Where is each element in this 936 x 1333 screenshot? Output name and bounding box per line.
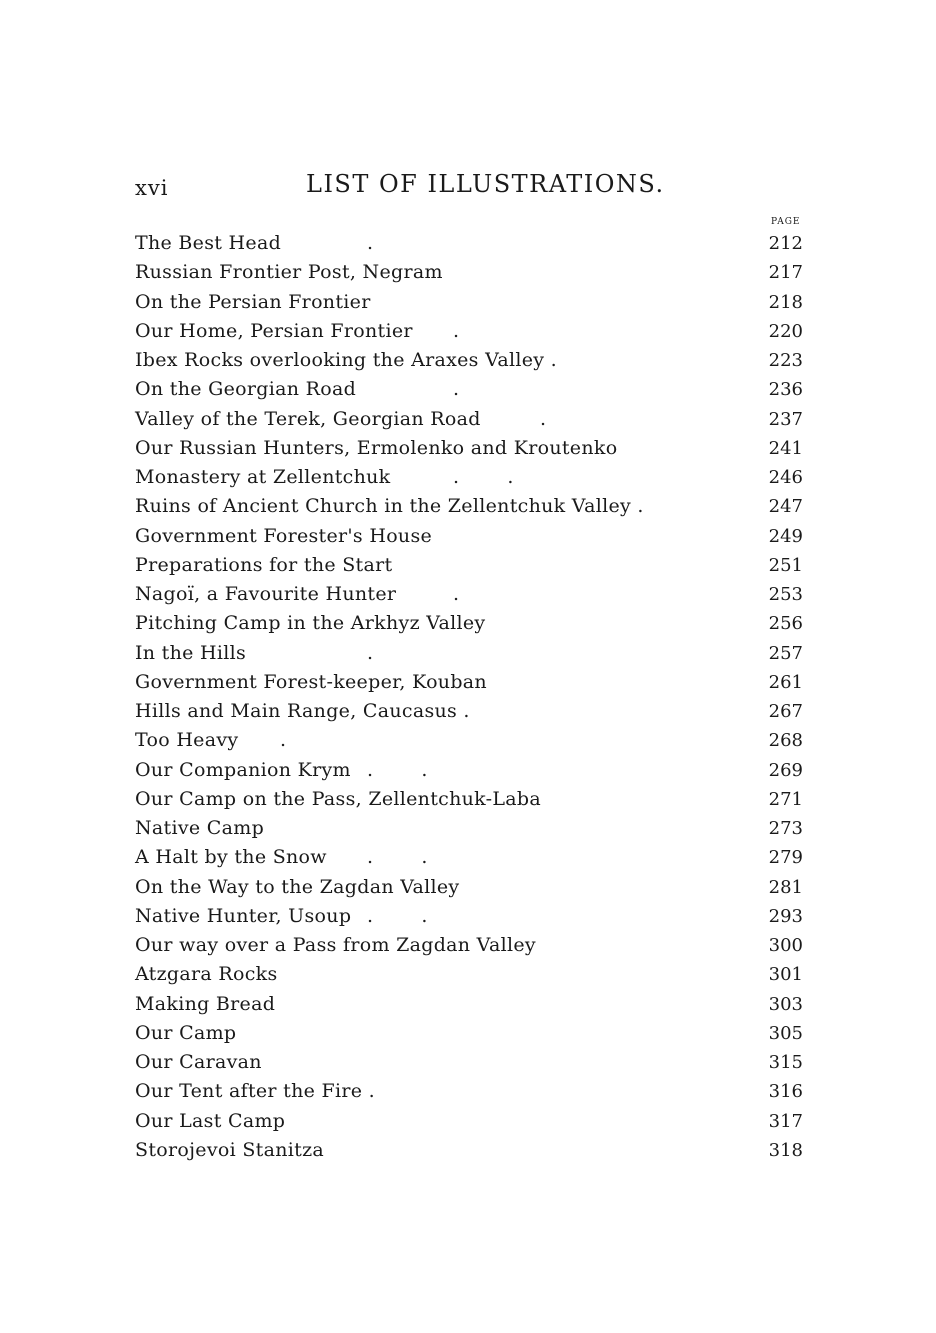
entry-title: The Best Head [135,232,282,254]
page-title: LIST OF ILLUSTRATIONS. [306,170,665,198]
entry-page-number: 293 [768,906,803,927]
entry-page-number: 257 [768,643,803,664]
entry-page-number: 246 [768,467,803,488]
list-item [135,843,803,872]
entry-title: Storojevoi Stanitza [135,1139,325,1161]
entry-title: Pitching Camp in the Arkhyz Valley [135,612,486,634]
entry-title: Hills and Main Range, Caucasus . [135,700,470,722]
entry-page-number: 318 [768,1140,803,1161]
entry-page-number: 217 [768,262,803,283]
entry-page-number: 256 [768,613,803,634]
list-item [135,551,803,580]
entry-leader-dots: . [453,320,460,342]
entry-title: On the Way to the Zagdan Valley [135,876,460,898]
list-item [135,1136,803,1165]
list-item [135,405,803,434]
list-item [135,639,803,668]
entry-title: Our Companion Krym [135,759,351,781]
list-item [135,346,803,375]
entry-page-number: 220 [768,321,803,342]
entry-title: Ruins of Ancient Church in the Zellentchuk Valley . [135,495,644,517]
list-item [135,1019,803,1048]
entry-title: Government Forester's House [135,525,433,547]
entry-leader-dots: . [453,583,460,605]
entry-leader-dots: . . [367,759,428,781]
list-item [135,814,803,843]
list-item [135,258,803,287]
entry-leader-dots: . . [367,905,428,927]
entry-title: On the Persian Frontier [135,291,371,313]
list-item [135,317,803,346]
entry-title: Atzgara Rocks [135,963,278,985]
page-number: xvi [135,176,169,200]
entry-page-number: 281 [768,877,803,898]
entry-page-number: 279 [768,847,803,868]
list-item [135,580,803,609]
entry-page-number: 300 [768,935,803,956]
list-item [135,990,803,1019]
entry-page-number: 251 [768,555,803,576]
entry-page-number: 247 [768,496,803,517]
entry-title: In the Hills [135,642,247,664]
list-item [135,873,803,902]
list-item [135,931,803,960]
list-item [135,960,803,989]
list-item [135,229,803,258]
entry-page-number: 223 [768,350,803,371]
entry-page-number: 237 [768,409,803,430]
entry-leader-dots: . [540,408,547,430]
entry-page-number: 253 [768,584,803,605]
entry-page-number: 241 [768,438,803,459]
entry-title: Too Heavy [135,729,239,751]
entry-title: On the Georgian Road [135,378,357,400]
entry-title: Making Bread [135,993,276,1015]
entry-leader-dots: . [453,378,460,400]
list-item [135,522,803,551]
entry-title: Our Camp on the Pass, Zellentchuk-Laba [135,788,541,810]
entry-page-number: 316 [768,1081,803,1102]
entry-title: Our Russian Hunters, Ermolenko and Kroutenko [135,437,618,459]
entry-title: Nagoï, a Favourite Hunter [135,583,397,605]
list-item [135,1107,803,1136]
entry-page-number: 305 [768,1023,803,1044]
entry-title: A Halt by the Snow [135,846,327,868]
list-item [135,1048,803,1077]
entry-page-number: 236 [768,379,803,400]
entry-page-number: 249 [768,526,803,547]
entry-page-number: 317 [768,1111,803,1132]
entry-page-number: 315 [768,1052,803,1073]
entry-title: Our Last Camp [135,1110,286,1132]
entry-page-number: 271 [768,789,803,810]
list-item [135,668,803,697]
list-item [135,1077,803,1106]
entry-title: Government Forest-keeper, Kouban [135,671,487,693]
entry-page-number: 301 [768,964,803,985]
entry-title: Our Caravan [135,1051,262,1073]
entry-leader-dots: . . [367,846,428,868]
entry-leader-dots: . [280,729,287,751]
entry-page-number: 212 [768,233,803,254]
entry-leader-dots: . [367,642,374,664]
entry-title: Ibex Rocks overlooking the Araxes Valley . [135,349,557,371]
entry-title: Monastery at Zellentchuk [135,466,391,488]
entry-title: Our Tent after the Fire . [135,1080,375,1102]
entry-page-number: 268 [768,730,803,751]
list-item [135,697,803,726]
list-item [135,434,803,463]
entry-page-number: 267 [768,701,803,722]
list-item [135,375,803,404]
entry-title: Native Camp [135,817,265,839]
page-column-label: PAGE [771,217,801,227]
entry-title: Native Hunter, Usoup [135,905,352,927]
entry-page-number: 261 [768,672,803,693]
entry-page-number: 269 [768,760,803,781]
list-item [135,288,803,317]
entry-title: Valley of the Terek, Georgian Road [135,408,481,430]
entry-page-number: 303 [768,994,803,1015]
entry-title: Our way over a Pass from Zagdan Valley [135,934,536,956]
entry-title: Preparations for the Start [135,554,393,576]
entry-title: Russian Frontier Post, Negram [135,261,443,283]
list-item [135,463,803,492]
list-item [135,756,803,785]
entry-title: Our Camp [135,1022,237,1044]
list-item [135,492,803,521]
entry-title: Our Home, Persian Frontier [135,320,413,342]
entry-page-number: 218 [768,292,803,313]
list-item [135,609,803,638]
entry-leader-dots: . . [453,466,514,488]
list-item [135,785,803,814]
list-item [135,902,803,931]
entry-page-number: 273 [768,818,803,839]
list-item [135,726,803,755]
entry-leader-dots: . [367,232,374,254]
